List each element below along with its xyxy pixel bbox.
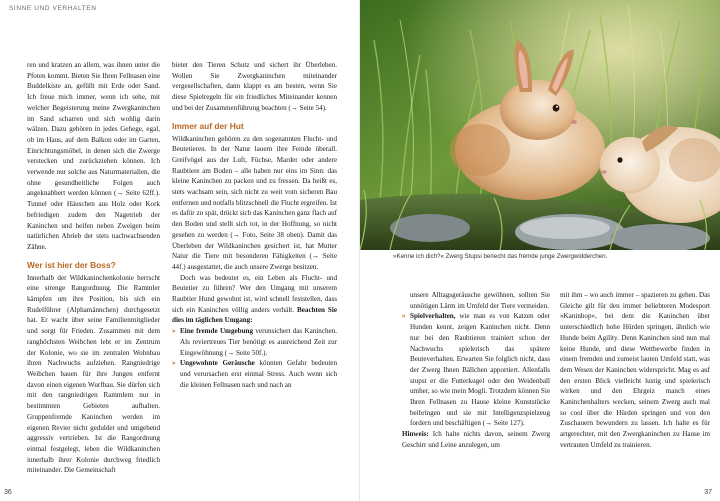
list-item-text: könnten Gefahr bedeuten und verursachen erst einmal Stress. Auch wenn sich die kleinen Fellnasen nach und nach an <box>180 359 337 389</box>
section-heading: Immer auf der Hut <box>172 120 244 131</box>
paragraph: Innerhalb der Wildkaninchenkolonie herrscht eine strenge Rangordnung. Die Rammler kämpfen um ihre Position, bis sich ein Rudelführer (Alphamännchen) durchgesetzt hat. Er wacht über seine Familienmitglieder und sorgt für Frieden. Zusammen mit dem ranghöchsten Weibchen lebt er im Zentrum der Kolonie, wo sie im zentralen Wohnbau ihren Nachwuchs aufziehen. Rangniedrige Weibchen bauen für ihre Jungen entfernt davon einen eigenen Wurfbau. Sie dürfen sich mit den rangniedrigen Rammlern nur in bestimmten Gebieten aufhalten. Gruppenfremde Kaninchen werden im eigenen Revier nicht geduldet und umgehend aggressiv vertrieben. Ist die Rangordnung einmal festgelegt, leben die Wildkaninchen innerhalb ihrer Kolonie durchweg friedlich miteinander. Die Gemeinschaft <box>27 273 160 475</box>
paragraph-text: Doch was bedeutet es, ein Leben als Flucht- und Beutetier zu führen? Wer den Umgang mit unserem Raubtier Hund gewohnt ist, wird schnell feststellen, dass sich ein Kaninchen völlig anders verhält. <box>172 273 337 314</box>
note-label: Hinweis: <box>402 430 429 439</box>
paragraph: bietet den Tieren Schutz und sichert ihr Überleben. Wollen Sie Zwergkaninchen miteinander vergesellschaften, dann klappt es am besten, wenn Sie diese Spielregeln für ein friedliches Miteinander kennen und bei der Zusammenführung beachten (→ Seite 54). <box>172 61 337 112</box>
paragraph <box>172 273 337 327</box>
tips-list <box>402 311 550 429</box>
paragraph: mit ihm – wo auch immer – spazieren zu gehen. Das Gleiche gilt für den immer beliebteren Modesport »Kaninhop«, bei dem die Kaninchen über unterschiedlich hohe Hürden springen, ähnlich wie Hunde beim Agility. Denn Kaninchen sind nun mal keine Hunde, und diese Wettbewerbe finden in einem fremden und zumeist lauten Umfeld statt, was dem Wesen der Kaninchen widerspricht. Mag es auf den ersten Blick vielleicht lustig und spielerisch wirken und den Ehrgeiz manch eines Kaninchenhalters wecken, seinem Zwerg auch mal so cool über die Hürden springen und von den Zuschauern bewundern zu lassen. Ich halte es für artgerechter, mit den Zwergkaninchen zu Hause im vertrauten Umfeld zu trainieren. <box>560 291 710 449</box>
left-column-2 <box>172 60 337 390</box>
note-paragraph <box>402 429 550 450</box>
note-text: Ich halte nichts davon, seinem Zwerg Geschirr und Leine anzulegen, um <box>402 430 550 449</box>
left-column-1 <box>27 60 160 476</box>
rabbits-photo <box>360 0 720 250</box>
list-item <box>172 358 337 390</box>
page-number-right: 37 <box>704 489 712 496</box>
list-item <box>172 326 337 358</box>
paragraph: unsere Alltagsgeräusche gewöhnen, sollten Sie unnötigen Lärm im Umfeld der Tiere vermeiden. <box>410 291 550 310</box>
right-page <box>360 0 720 501</box>
list-item-lead: Spielverhalten, <box>410 312 456 321</box>
list-item-text: verunsichert das Kaninchen. Als reviertreues Tier benötigt es ausreichend Zeit zur Eingewöhnung (→ Seite 50f.). <box>180 327 337 357</box>
tips-list <box>172 326 337 390</box>
photo-caption: »Kenne ich dich?« Zwerg Stupsi beriecht das fremde junge Zwergwidderchen. <box>393 253 608 260</box>
paragraph: ren und kratzen an allem, was ihnen unter die Pfoten kommt. Bieten Sie Ihren Fellnasen eine Buddelkiste an, gefüllt mit Erde oder Sand. Ich freue mich immer, wenn ich sehe, mit welcher Begeisterung meine Zwergkaninchen im Sand scharren und sich wohlig darin wälzen. Dazu gehören in jedes Gehege, egal, ob im Haus, auf dem Balkon oder im Garten, Einrichtungsmöbel, in denen sich die Zwerge verstecken und zurückziehen können. Ich verwende nur solche aus Naturmaterialien, die ohne gesundheitliche Folgen auch angeknabbert werden können (→ Seite 62ff.). Tunnel oder Häuschen aus Holz oder Kork befriedigen zudem den Nagetrieb der Kaninchen und helfen neben Zweigen beim natürlichen Abrieb der stets nachwachsenden Zähne. <box>27 61 160 251</box>
list-item-lead: Eine fremde Umgebung <box>180 327 254 336</box>
list-item-text: wie man es von Katzen oder Hunden kennt, zeigen Kaninchen nicht. Denn nur bei den Raubtieren trainiert schon der Nachwuchs spielerisch das spätere Beuteverhalten. Erwarten Sie folglich nicht, dass der Zwerg Ihnen Bällchen apportiert. Allenfalls stupst er die Futterkugel oder den Weidenball umher, so wie mein Mogli. Trotzdem können Sie Ihren Fellnasen zu Hause kleine Kunststücke beibringen und sie mit Intelligenzspielzeug fordern und beschäftigen (→ Seite 127). <box>410 312 550 428</box>
list-item-lead: Ungewohnte Geräusche <box>180 359 255 368</box>
list-item <box>402 311 550 429</box>
page-number-left: 36 <box>4 489 12 496</box>
rabbits-illustration <box>360 0 720 250</box>
right-column-1 <box>402 290 550 451</box>
paragraph: Wildkaninchen gehören zu den sogenannten Flucht- und Beutetieren. In der Natur lauern ihre Feinde überall. Greifvögel aus der Luft, Füchse, Marder oder andere Raubtiere am Boden – alle haben nur eins im Sinn: das kleine Kaninchen zu packen und zu fressen. Da heißt es, stets wachsam sein, sich nicht zu weit vom sicheren Bau entfernen und notfalls blitzschnell die Flucht ergreifen. Ist es dafür zu spät, drückt sich das Kaninchen ganz flach auf den Boden und stellt sich tot, in der Hoffnung, so nicht gesehen zu werden (→ Foto, Seite 38 oben). Damit das Überleben der Wildkaninchen gesichert ist, hat Mutter Natur die Tiere mit besonderen Fähigkeiten (→ Seite 44f.) ausgestattet, die auch unsere Zwerge besitzen. <box>172 134 337 271</box>
section-heading: Wer ist hier der Boss? <box>27 259 116 270</box>
running-head: SINNE UND VERHALTEN <box>9 5 97 12</box>
tips-heading: Beachten Sie dies im täglichen Umgang: <box>172 305 337 325</box>
right-column-2 <box>560 290 710 451</box>
